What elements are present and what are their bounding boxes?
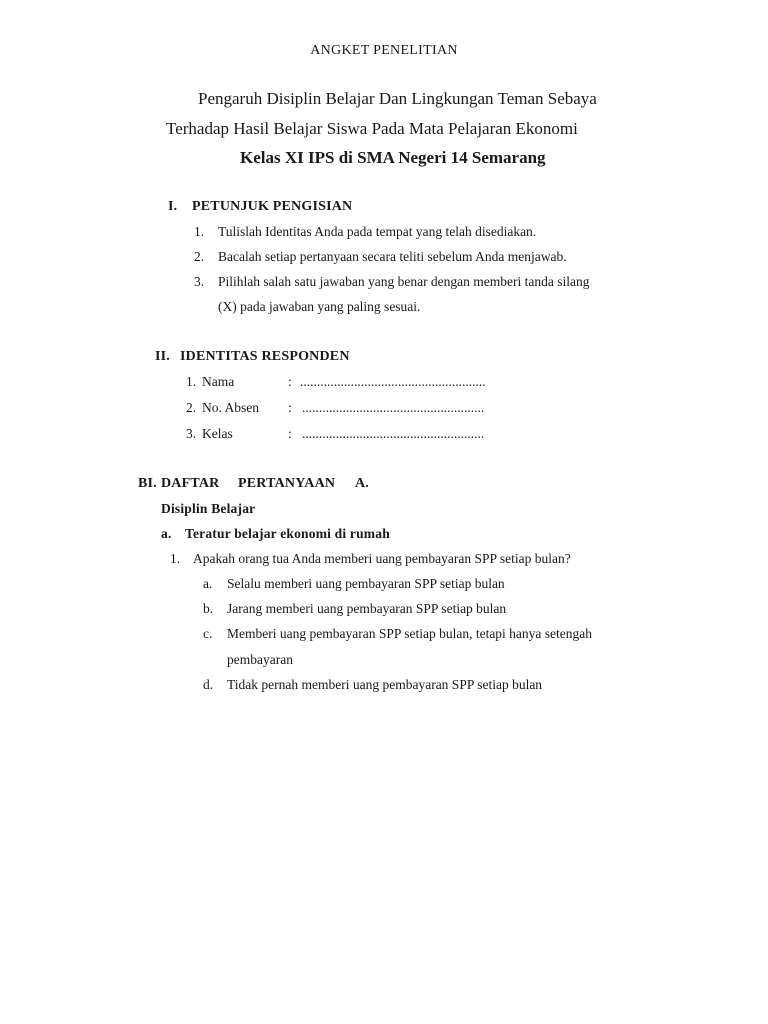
- section-3-heading: [138, 476, 369, 492]
- field-colon-2: :: [288, 400, 292, 415]
- option-b-text: Jarang memberi uang pembayaran SPP setiap bulan: [227, 601, 507, 616]
- instruction-text-3: Pilihlah salah satu jawaban yang benar dengan memberi tanda silang: [218, 274, 590, 289]
- section-3-word-daftar: DAFTAR: [161, 476, 220, 491]
- field-blank-no-absen[interactable]: ......................................................: [302, 400, 485, 415]
- subtitle-line-1: Pengaruh Disiplin Belajar Dan Lingkungan Teman Sebaya: [198, 89, 597, 108]
- respondent-field-kelas: [186, 426, 484, 442]
- field-blank-kelas[interactable]: ......................................................: [302, 426, 485, 441]
- section-3-number: BI.: [138, 476, 157, 491]
- section-1-title: PETUNJUK PENGISIAN: [192, 199, 353, 214]
- instruction-num-2: 2.: [194, 249, 205, 264]
- option-d-text: Tidak pernah memberi uang pembayaran SPP setiap bulan: [227, 677, 543, 692]
- field-num-3: 3.: [186, 426, 197, 441]
- option-b[interactable]: [203, 601, 506, 617]
- subsection-a-letter: a.: [161, 526, 172, 541]
- option-c-continued: pembayaran: [227, 652, 293, 667]
- section-1-number: I.: [168, 199, 178, 214]
- field-label-no-absen: No. Absen: [202, 400, 259, 415]
- instruction-text-1: Tulislah Identitas Anda pada tempat yang telah disediakan.: [218, 224, 537, 239]
- subtitle-line-2: Terhadap Hasil Belajar Siswa Pada Mata Pelajaran Ekonomi: [166, 119, 578, 138]
- question-1: [170, 551, 571, 567]
- section-3-word-pertanyaan: PERTANYAAN: [238, 476, 336, 491]
- section-2-number: II.: [155, 349, 170, 364]
- option-a-letter: a.: [203, 576, 213, 591]
- option-c-letter: c.: [203, 626, 213, 641]
- option-c[interactable]: [203, 626, 592, 642]
- section-2-title: IDENTITAS RESPONDEN: [180, 349, 350, 364]
- instruction-num-3: 3.: [194, 274, 205, 289]
- respondent-field-nama: [186, 374, 486, 390]
- field-num-2: 2.: [186, 400, 197, 415]
- option-a-text: Selalu memberi uang pembayaran SPP setiap bulan: [227, 576, 505, 591]
- instruction-item-2: [194, 249, 567, 265]
- field-label-nama: Nama: [202, 374, 235, 389]
- section-3-subtitle: Disiplin Belajar: [161, 501, 256, 516]
- section-1-heading: [168, 199, 352, 215]
- instruction-item-1: [194, 224, 536, 240]
- section-2-heading: [155, 349, 350, 365]
- field-num-1: 1.: [186, 374, 197, 389]
- option-b-letter: b.: [203, 601, 214, 616]
- question-1-text: Apakah orang tua Anda memberi uang pembayaran SPP setiap bulan?: [193, 551, 571, 566]
- instruction-item-3-continued: (X) pada jawaban yang paling sesuai.: [218, 299, 421, 314]
- instruction-item-3: [194, 274, 590, 290]
- field-colon-1: :: [288, 374, 292, 389]
- option-a[interactable]: [203, 576, 505, 592]
- question-1-number: 1.: [170, 551, 181, 566]
- field-blank-nama[interactable]: .......................................................: [300, 374, 486, 389]
- field-colon-3: :: [288, 426, 292, 441]
- option-c-text: Memberi uang pembayaran SPP setiap bulan, tetapi hanya setengah: [227, 626, 593, 641]
- option-d-letter: d.: [203, 677, 214, 692]
- subsection-a-title: Teratur belajar ekonomi di rumah: [185, 526, 390, 541]
- respondent-field-no-absen: [186, 400, 484, 416]
- subsection-a-heading: [161, 526, 390, 542]
- document-title: ANGKET PENELITIAN: [310, 43, 458, 58]
- subtitle-line-3: Kelas XI IPS di SMA Negeri 14 Semarang: [240, 148, 546, 167]
- option-d[interactable]: [203, 677, 542, 693]
- instruction-text-2: Bacalah setiap pertanyaan secara teliti sebelum Anda menjawab.: [218, 249, 567, 264]
- field-label-kelas: Kelas: [202, 426, 233, 441]
- instruction-num-1: 1.: [194, 224, 205, 239]
- section-3-word-a: A.: [355, 476, 370, 491]
